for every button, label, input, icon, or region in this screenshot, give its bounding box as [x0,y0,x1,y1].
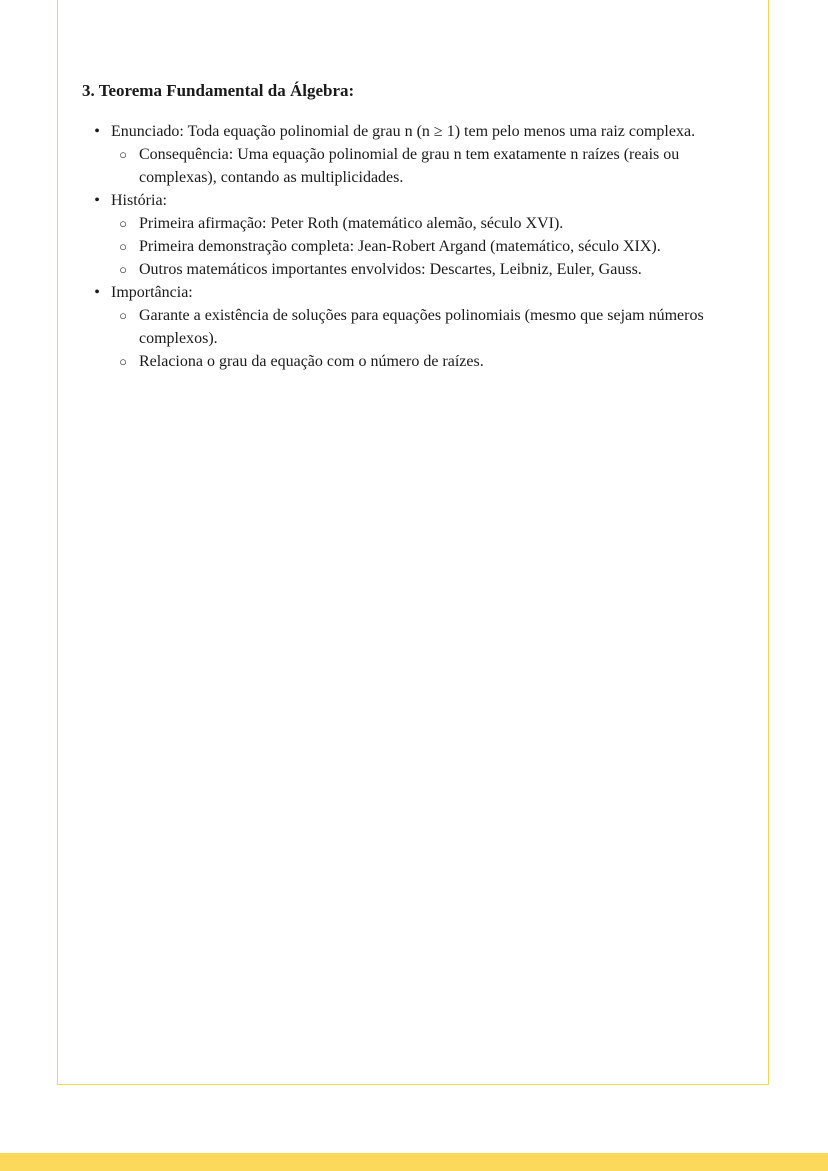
document-content [82,80,742,373]
sublist-item [111,304,742,350]
topic-list [82,120,742,373]
bullet-icon: • [94,284,100,301]
sublist [111,143,742,189]
footer-band [0,1153,828,1171]
sublist-item-text: Primeira demonstração completa: Jean-Robert Argand (matemático, século XIX). [139,238,661,255]
sublist-item [111,235,742,258]
sublist-item-text: Garante a existência de soluções para equações polinomiais (mesmo que sejam números complexos). [139,307,704,347]
list-item-text: Enunciado: Toda equação polinomial de grau n (n ≥ 1) tem pelo menos uma raiz complexa. [111,123,696,140]
bullet-icon: • [94,192,100,209]
list-item-text: História: [111,192,167,209]
list-item-historia [82,189,742,281]
sublist-item [111,143,742,189]
circle-bullet-icon: ○ [119,239,127,254]
circle-bullet-icon: ○ [119,147,127,162]
circle-bullet-icon: ○ [119,262,127,277]
section-title: 3. Teorema Fundamental da Álgebra: [82,81,355,100]
sublist-item-text: Consequência: Uma equação polinomial de grau n tem exatamente n raízes (reais ou complexas), contando as multiplicidades. [139,146,680,186]
list-item-text: Importância: [111,284,193,301]
sublist-item-text: Outros matemáticos importantes envolvidos: Descartes, Leibniz, Euler, Gauss. [139,261,642,278]
bullet-icon: • [94,123,100,140]
circle-bullet-icon: ○ [119,354,127,369]
sublist [111,212,742,281]
sublist-item [111,350,742,373]
sublist [111,304,742,373]
sublist-item [111,212,742,235]
circle-bullet-icon: ○ [119,216,127,231]
sublist-item [111,258,742,281]
circle-bullet-icon: ○ [119,308,127,323]
sublist-item-text: Relaciona o grau da equação com o número de raízes. [139,353,484,370]
list-item-importancia [82,281,742,373]
list-item-enunciado [82,120,742,189]
sublist-item-text: Primeira afirmação: Peter Roth (matemático alemão, século XVI). [139,215,564,232]
